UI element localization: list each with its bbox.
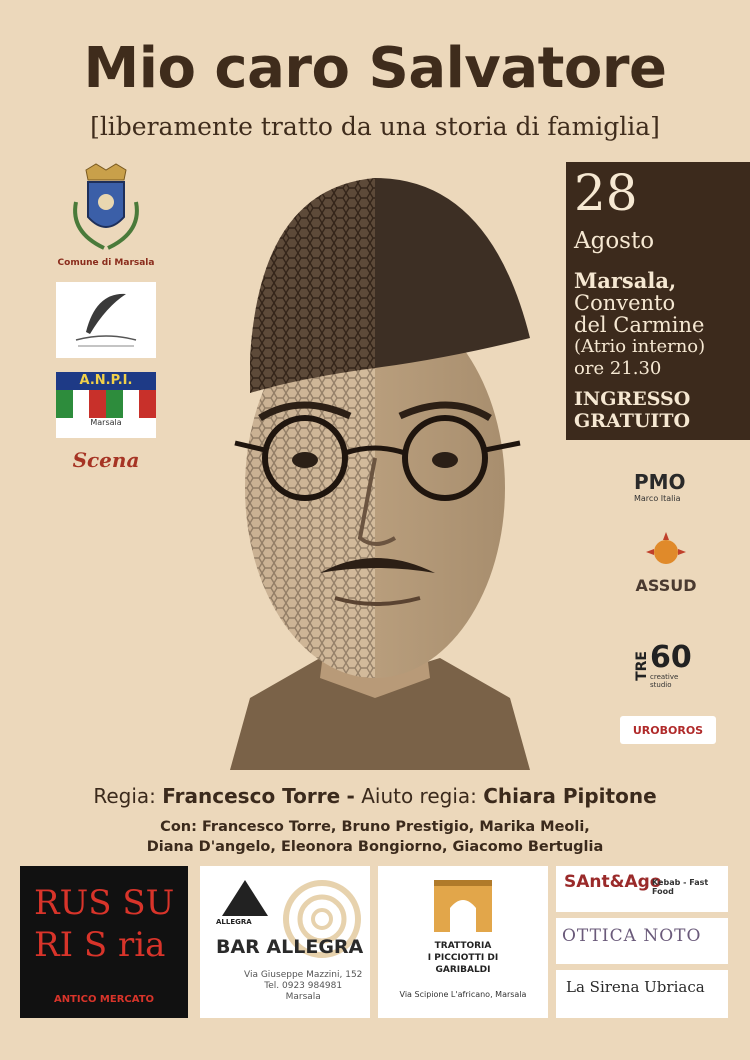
- poster-title: Mio caro Salvatore: [83, 36, 667, 101]
- sponsor-trattoria: [378, 866, 548, 1018]
- trattoria-line2: I PICCIOTTI DI: [427, 953, 499, 963]
- event-entry-line2: GRATUITO: [574, 410, 691, 432]
- russu-line2: RI S ria: [34, 925, 166, 965]
- trattoria-line1: TRATTORIA: [434, 941, 492, 951]
- sirena-name: La Sirena Ubriaca: [566, 978, 705, 996]
- tre-label: TRE: [634, 651, 650, 681]
- director-credits: [0, 784, 750, 808]
- sponsor-bar-allegra: [200, 866, 370, 1018]
- coat-of-arms-icon: [56, 162, 156, 254]
- director-label: Regia:: [93, 784, 156, 808]
- russu-line1: RUS SU: [34, 883, 175, 923]
- comune-label: Comune di Marsala: [57, 258, 155, 268]
- event-city: Marsala,: [574, 268, 677, 293]
- anpi-logo: [56, 372, 156, 438]
- bar-addr1: Via Giuseppe Mazzini, 152: [244, 970, 363, 980]
- scena-logo: [56, 448, 156, 484]
- uroboros-label: UROBOROS: [632, 723, 704, 737]
- tre60-logo: [634, 636, 698, 696]
- triangle-logo-icon: [220, 878, 270, 918]
- assistant-name: Chiara Pipitone: [483, 784, 657, 808]
- pmo-label: PMO: [634, 470, 686, 494]
- sponsor-sirena: [556, 970, 728, 1018]
- pmo-logo: [634, 470, 698, 520]
- cast-line1: Con: Francesco Torre, Bruno Prestigio, Marika Meoli,: [160, 819, 590, 835]
- event-venue-line3: (Atrio interno): [574, 336, 706, 357]
- assistant-label: Aiuto regia:: [361, 784, 477, 808]
- uroboros-logo: [620, 716, 716, 744]
- sponsor-russuria: [20, 866, 188, 1018]
- portrait-illustration: [190, 158, 560, 770]
- sponsor-ottica: [556, 918, 728, 964]
- scena-label: Scena: [72, 448, 140, 472]
- trattoria-line3: GARIBALDI: [435, 965, 491, 975]
- sponsor-santago: [556, 866, 728, 912]
- anpi-label: A.N.P.I.: [56, 372, 156, 390]
- director-name: Francesco Torre: [162, 784, 341, 808]
- event-month: Agosto: [574, 228, 655, 254]
- sixty-sub: creative studio: [650, 673, 679, 689]
- event-venue-line1: Convento: [574, 291, 676, 315]
- event-venue-line2: del Carmine: [574, 313, 705, 337]
- quill-icon: [56, 282, 156, 358]
- bar-addr2: Tel. 0923 984981: [264, 981, 343, 991]
- publisher-logo: [56, 282, 156, 358]
- sun-icon: [634, 530, 698, 572]
- anpi-sub: Marsala: [90, 418, 122, 427]
- event-date-box: [566, 162, 750, 440]
- ottica-name: OTTICA NOTO: [562, 926, 702, 946]
- trattoria-name: [378, 940, 548, 976]
- poster-subtitle: [liberamente tratto da una storia di famiglia]: [90, 112, 660, 141]
- credits-separator: -: [346, 784, 355, 808]
- event-entry-line1: INGRESSO: [574, 388, 691, 410]
- cast-line2: Diana D'angelo, Eleonora Bongiorno, Giacomo Bertuglia: [146, 839, 604, 855]
- flag-icon: [56, 390, 156, 418]
- sixty-label: 60: [650, 640, 692, 675]
- event-time: ore 21.30: [574, 358, 662, 379]
- bar-brand: ALLEGRA: [216, 918, 252, 926]
- event-venue: [574, 270, 746, 380]
- trattoria-address: Via Scipione L'africano, Marsala: [399, 990, 527, 999]
- assud-logo: [634, 530, 698, 622]
- cast-list: [0, 817, 750, 857]
- pmo-sub: Marco Italia: [634, 494, 681, 503]
- bar-address: [244, 970, 362, 1003]
- santago-tag: Kebab - Fast Food: [652, 878, 709, 896]
- arch-gate-icon: [430, 874, 496, 934]
- event-day: 28: [574, 164, 638, 222]
- event-entry: [574, 388, 690, 432]
- bar-name: BAR ALLEGRA: [216, 936, 364, 958]
- assud-label: ASSUD: [635, 576, 697, 595]
- santago-name: SAnt&Ago: [564, 872, 662, 892]
- russu-tag: ANTICO MERCATO: [53, 994, 155, 1005]
- bar-addr3: Marsala: [285, 992, 321, 1002]
- comune-logo: [56, 162, 156, 272]
